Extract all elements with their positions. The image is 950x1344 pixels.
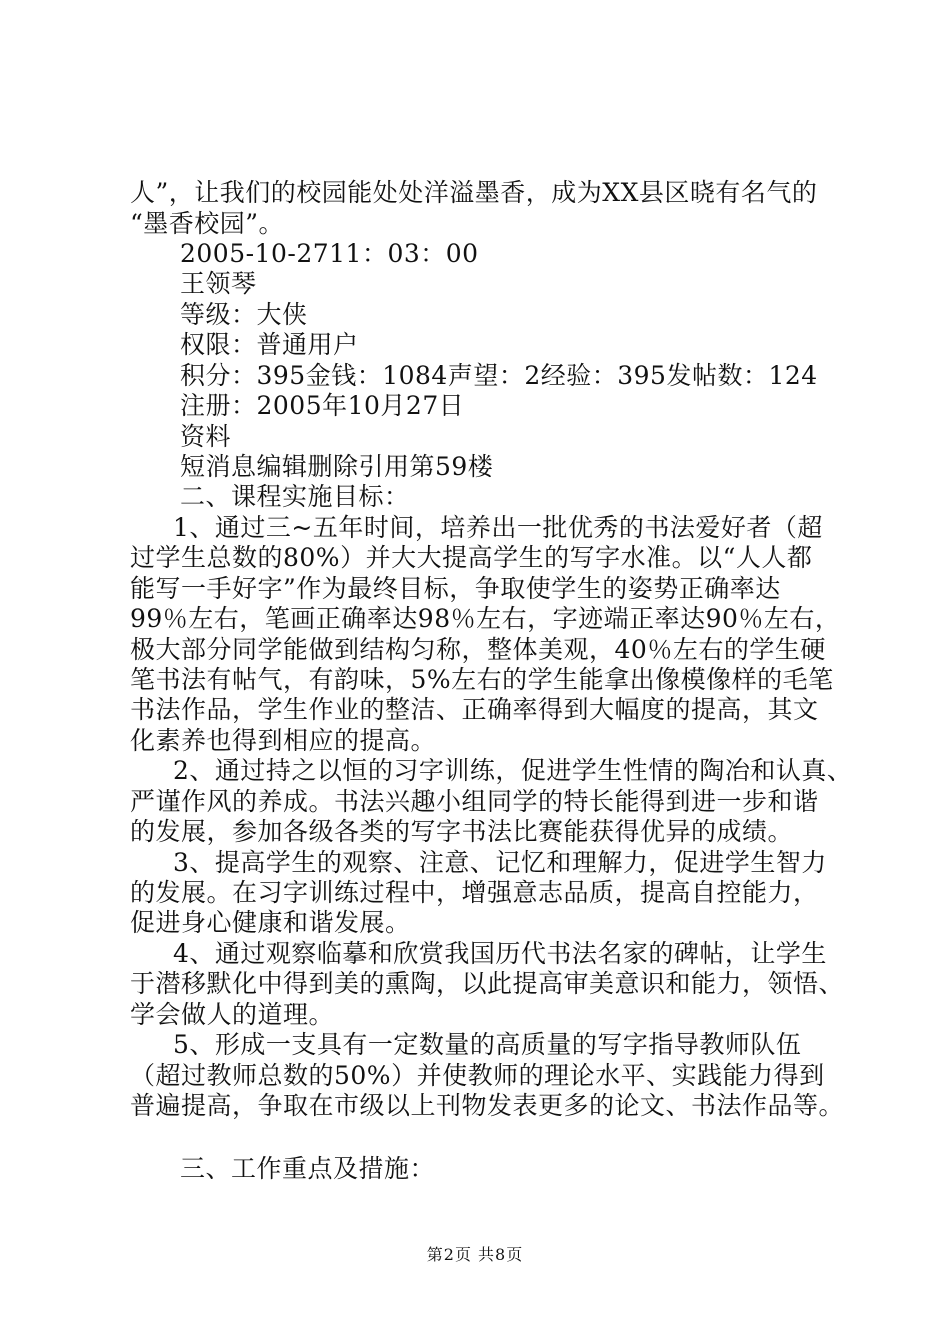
paragraph-line: 学会做人的道理。 xyxy=(130,1000,335,1029)
paragraph-line: 促进身心健康和谐发展。 xyxy=(130,908,411,937)
paragraph-line: 的发展。在习字训练过程中，增强意志品质，提高自控能力， xyxy=(130,878,819,907)
text-line: 人”，让我们的校园能处处洋溢墨香，成为XX县区晓有名气的 xyxy=(130,178,818,207)
paragraph-line: 2、通过持之以恒的习字训练，促进学生性情的陶冶和认真、 xyxy=(173,756,853,785)
page-footer: 第2页 共8页 xyxy=(426,1245,524,1264)
post-timestamp: 2005-10-2711：03：00 xyxy=(180,239,479,268)
paragraph-line: （超过教师总数的50%）并使教师的理论水平、实践能力得到 xyxy=(130,1061,825,1090)
user-registered: 注册：2005年10月27日 xyxy=(180,391,465,420)
paragraph-line: 3、提高学生的观察、注意、记忆和理解力，促进学生智力 xyxy=(173,848,827,877)
paragraph-line: 4、通过观察临摹和欣赏我国历代书法名家的碑帖，让学生 xyxy=(173,939,827,968)
paragraph-line: 过学生总数的80%）并大大提高学生的写字水准。以“人人都 xyxy=(130,543,813,572)
user-permission: 权限：普通用户 xyxy=(180,330,359,359)
paragraph-line: 于潜移默化中得到美的熏陶，以此提高审美意识和能力，领悟、 xyxy=(130,969,845,998)
paragraph-line: 笔书法有帖气，有韵味，5%左右的学生能拿出像模像样的毛笔 xyxy=(130,665,834,694)
user-stats: 积分：395金钱：1084声望：2经验：395发帖数：124 xyxy=(180,361,818,390)
text-line: “墨香校园”。 xyxy=(130,209,285,238)
paragraph-line: 化素养也得到相应的提高。 xyxy=(130,726,437,755)
post-actions-text: 短消息编辑删除引用第59楼 xyxy=(180,452,494,481)
section-heading: 二、课程实施目标： xyxy=(180,482,410,511)
paragraph-line: 1、通过三~五年时间，培养出一批优秀的书法爱好者（超 xyxy=(173,513,823,542)
paragraph-line: 严谨作风的养成。书法兴趣小组同学的特长能得到进一步和谐 xyxy=(130,787,819,816)
post-author: 王领琴 xyxy=(180,269,257,298)
paragraph-line: 书法作品，学生作业的整洁、正确率得到大幅度的提高，其文 xyxy=(130,695,819,724)
section-heading: 三、工作重点及措施： xyxy=(180,1154,436,1183)
user-level: 等级：大侠 xyxy=(180,300,308,329)
profile-link-text: 资料 xyxy=(180,422,232,451)
paragraph-line: 能写一手好字”作为最终目标，争取使学生的姿势正确率达 xyxy=(130,574,781,603)
paragraph-line: 普遍提高，争取在市级以上刊物发表更多的论文、书法作品等。 xyxy=(130,1091,845,1120)
paragraph-line: 5、形成一支具有一定数量的高质量的写字指导教师队伍 xyxy=(173,1030,802,1059)
paragraph-line: 极大部分同学能做到结构匀称，整体美观，40％左右的学生硬 xyxy=(130,635,826,664)
paragraph-line: 的发展，参加各级各类的写字书法比赛能获得优异的成绩。 xyxy=(130,817,794,846)
paragraph-line: 99％左右，笔画正确率达98％左右，字迹端正率达90％左右， xyxy=(130,604,841,633)
